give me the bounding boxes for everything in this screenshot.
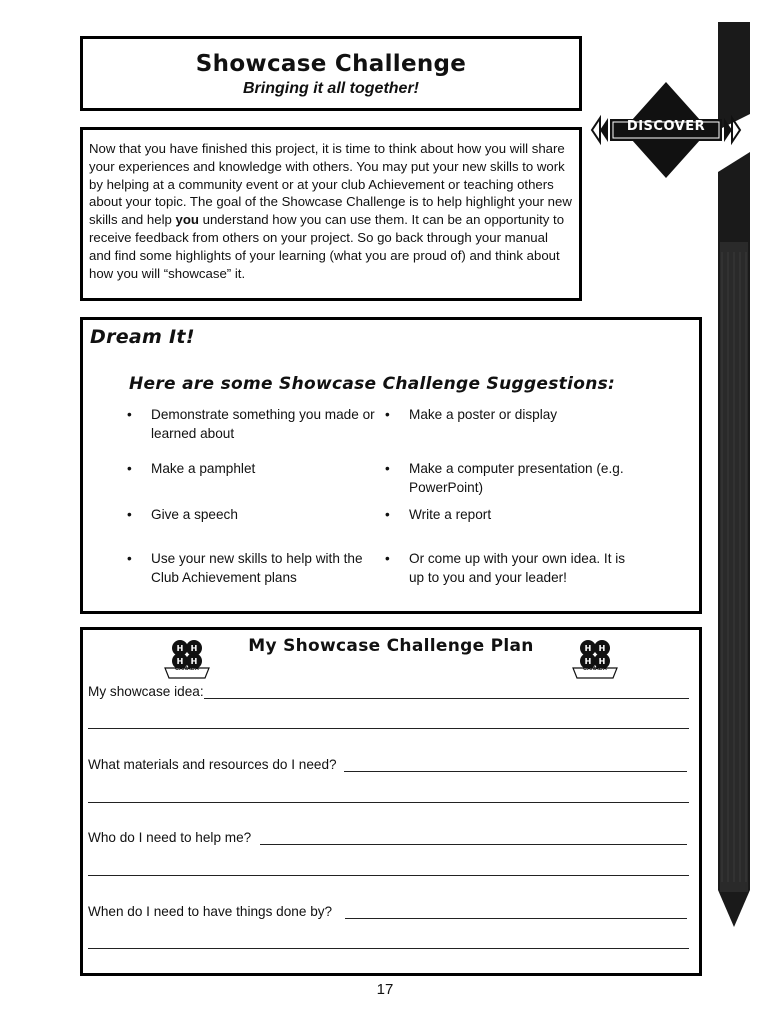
plan-box	[80, 627, 702, 976]
answer-line-helpers[interactable]	[260, 844, 687, 845]
question-showcase-idea: My showcase idea:	[88, 684, 204, 699]
question-deadline: When do I need to have things done by?	[88, 904, 333, 919]
svg-text:H: H	[190, 644, 198, 653]
dream-box	[80, 317, 702, 614]
svg-text:H: H	[176, 657, 184, 666]
suggestion-item: • Make a pamphlet	[127, 460, 375, 479]
intro-emphasis: you	[175, 212, 199, 228]
intro-tail: understand how you can use them. It can be an opportunity to receive feedback from others on your project. So go back through your manual and find some highlights of your learning (what you are proud of) and think about how you will “showcase” it.	[89, 212, 565, 281]
discover-label: DISCOVER	[626, 119, 706, 134]
svg-text:H: H	[584, 657, 592, 666]
answer-line-helpers-2[interactable]	[88, 875, 689, 876]
intro-paragraph	[89, 140, 573, 282]
suggestion-item: • Demonstrate something you made or learned about	[127, 406, 375, 443]
answer-line-materials-2[interactable]	[88, 802, 689, 803]
answer-line-materials[interactable]	[344, 771, 687, 772]
plan-title: My Showcase Challenge Plan	[248, 636, 534, 656]
page-title: Showcase Challenge	[195, 51, 467, 77]
svg-text:H: H	[598, 657, 606, 666]
svg-text:H: H	[584, 644, 592, 653]
page-subtitle: Bringing it all together!	[243, 80, 419, 97]
suggestion-item: • Make a computer presentation (e.g. PowerPoint)	[385, 460, 625, 497]
answer-line-deadline[interactable]	[345, 918, 687, 919]
svg-text:H: H	[598, 644, 606, 653]
suggestion-item: • Give a speech	[127, 506, 375, 525]
svg-text:H: H	[176, 644, 184, 653]
question-helpers: Who do I need to help me?	[88, 830, 252, 845]
question-materials: What materials and resources do I need?	[88, 757, 337, 772]
svg-text:H: H	[190, 657, 198, 666]
suggestions-heading: Here are some Showcase Challenge Suggestions:	[129, 374, 616, 394]
clover-logo-right-text: CANADA	[583, 666, 607, 672]
answer-line-deadline-2[interactable]	[88, 948, 689, 949]
title-box	[80, 36, 582, 111]
suggestion-item: • Make a poster or display	[385, 406, 625, 425]
answer-line-showcase-idea-2[interactable]	[88, 728, 689, 729]
suggestion-item: • Use your new skills to help with the Club Achievement plans	[127, 550, 379, 587]
dream-heading: Dream It!	[90, 326, 195, 348]
intro-lead: Now that you have finished this project, it is time to think about how you will share your experiences and knowledge with others. You may put your new skills to work by helping at a community event or at your club Achievement or teaching others about your topic. The goal of the Showcase Challenge is to help highlight your new skills and help	[89, 141, 572, 228]
discover-badge	[588, 82, 744, 178]
suggestion-item: • Or come up with your own idea. It is up to you and your leader!	[385, 550, 633, 587]
clover-logo-left-text: CANADA	[175, 666, 199, 672]
suggestion-item: • Write a report	[385, 506, 625, 525]
page-number: 17	[376, 981, 394, 998]
answer-line-showcase-idea[interactable]	[204, 698, 689, 699]
intro-box	[80, 127, 582, 301]
